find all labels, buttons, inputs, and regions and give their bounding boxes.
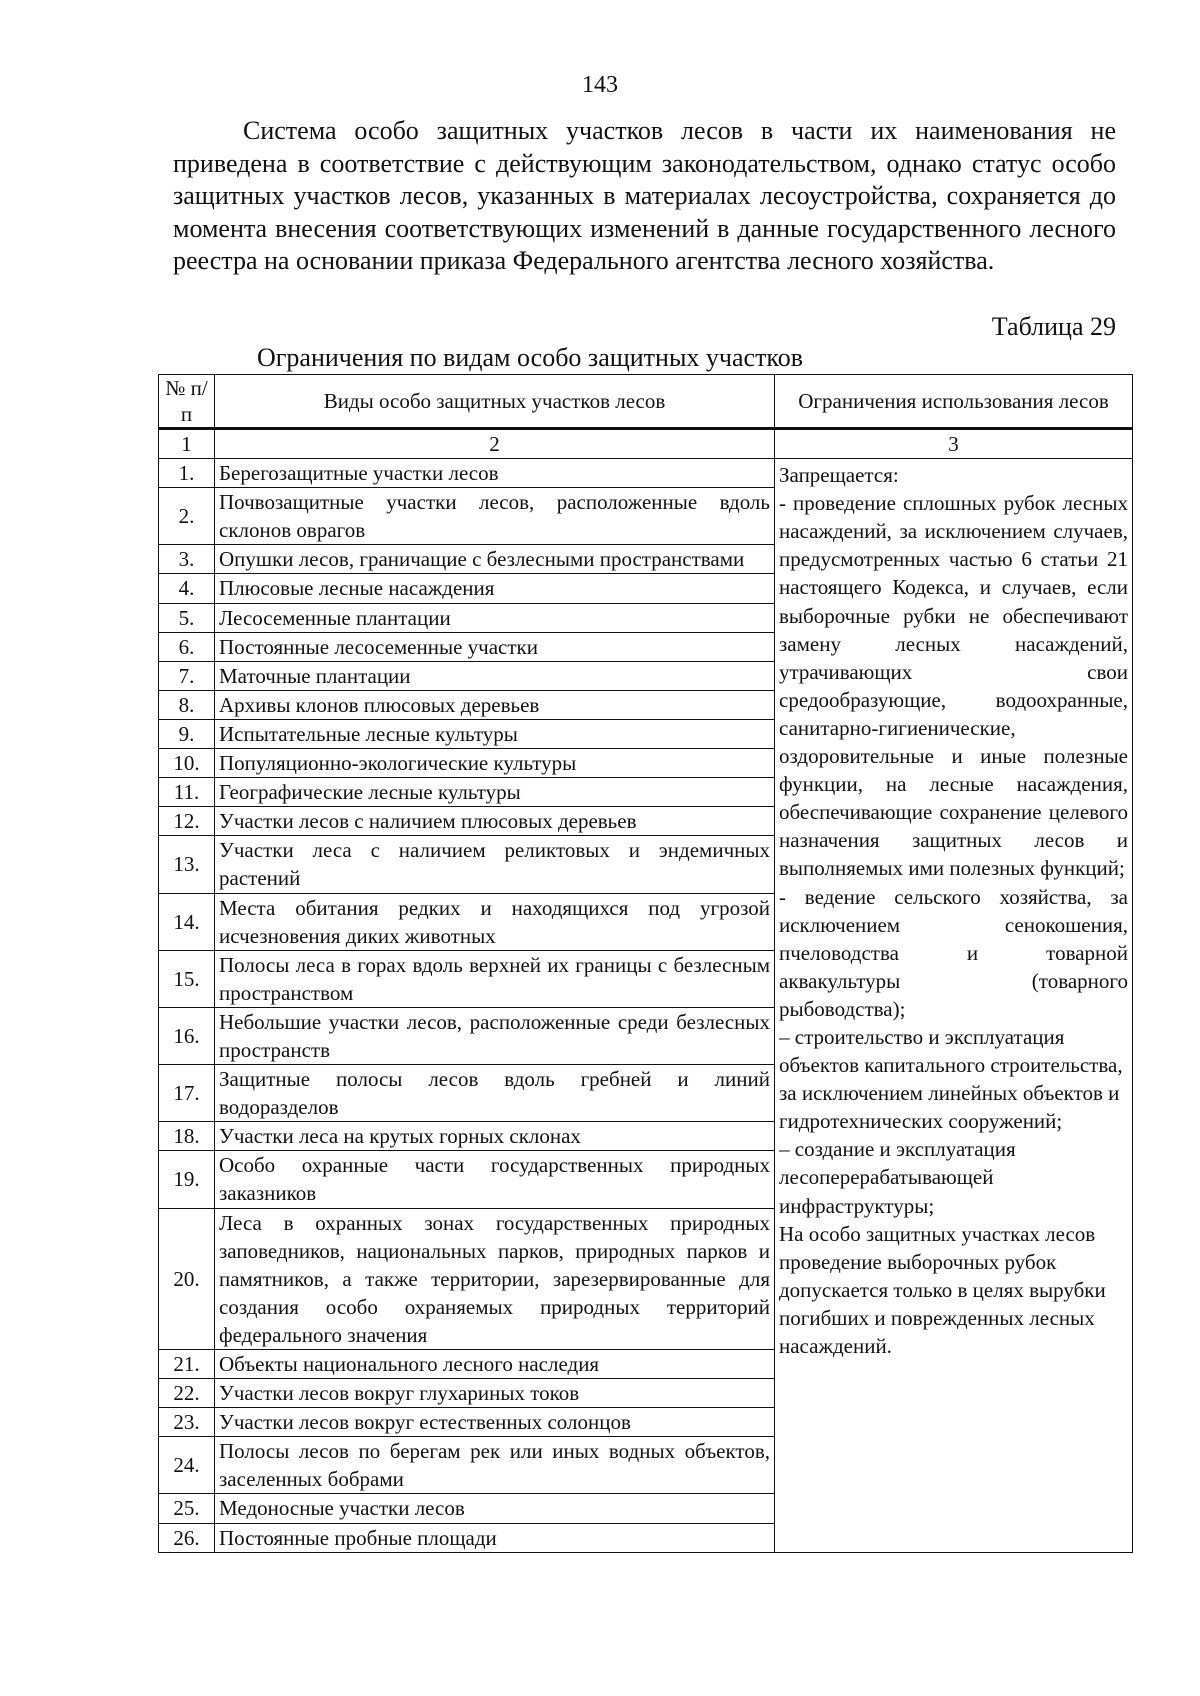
- row-number: 16.: [159, 1007, 215, 1064]
- row-number: 19.: [159, 1151, 215, 1208]
- row-type: Леса в охранных зонах государственных природных заповедников, национальных парков, природных парков и памятников, а также территории, зарезервированные для создания особо охраняемых природных территорий федерального значения: [215, 1208, 775, 1349]
- row-type: Географические лесные культуры: [215, 778, 775, 807]
- row-type: Испытательные лесные культуры: [215, 719, 775, 748]
- row-type: Почвозащитные участки лесов, расположенные вдоль склонов оврагов: [215, 488, 775, 545]
- row-type: Архивы клонов плюсовых деревьев: [215, 690, 775, 719]
- row-number: 14.: [159, 893, 215, 950]
- restriction-paragraph: – строительство и эксплуатация объектов капитального строительства, за исключением линейных объектов и гидротехнических сооружений;: [779, 1024, 1123, 1134]
- row-number: 15.: [159, 950, 215, 1007]
- restriction-paragraph: – создание и эксплуатация лесоперерабатывающей инфраструктуры;: [779, 1137, 1016, 1218]
- row-number: 17.: [159, 1065, 215, 1122]
- row-number: 7.: [159, 661, 215, 690]
- row-type: Полосы лесов по берегам рек или иных водных объектов, заселенных бобрами: [215, 1437, 775, 1494]
- row-number: 25.: [159, 1494, 215, 1523]
- row-type: Участки леса с наличием реликтовых и эндемичных растений: [215, 836, 775, 893]
- row-number: 13.: [159, 836, 215, 893]
- row-type: Объекты национального лесного наследия: [215, 1350, 775, 1379]
- row-number: 9.: [159, 719, 215, 748]
- row-number: 18.: [159, 1122, 215, 1151]
- row-number: 11.: [159, 778, 215, 807]
- restriction-paragraph: Запрещается:: [779, 463, 899, 488]
- table-number: Таблица 29: [991, 312, 1116, 341]
- row-number: 20.: [159, 1208, 215, 1349]
- header-type: Виды особо защитных участков лесов: [215, 375, 775, 429]
- restriction-paragraph: На особо защитных участках лесов проведение выборочных рубок допускается только в целях вырубки погибших и поврежденных лесных насаждений.: [779, 1221, 1106, 1358]
- row-type: Места обитания редких и находящихся под угрозой исчезновения диких животных: [215, 893, 775, 950]
- row-type: Участки лесов с наличием плюсовых деревьев: [215, 807, 775, 836]
- column-number: 2: [215, 429, 775, 459]
- row-type: Популяционно-экологические культуры: [215, 749, 775, 778]
- row-type: Плюсовые лесные насаждения: [215, 574, 775, 603]
- row-type: Берегозащитные участки лесов: [215, 459, 775, 488]
- header-num: № п/п: [159, 375, 215, 429]
- table-header-row: [159, 375, 1133, 429]
- row-number: 10.: [159, 749, 215, 778]
- column-number: 3: [775, 429, 1133, 459]
- row-number: 4.: [159, 574, 215, 603]
- restrictions-cell: [775, 459, 1133, 1553]
- row-number: 3.: [159, 545, 215, 574]
- page-number: 143: [582, 72, 618, 98]
- row-type: Особо охранные части государственных природных заказников: [215, 1151, 775, 1208]
- row-type: Постоянные пробные площади: [215, 1523, 775, 1552]
- row-type: Медоносные участки лесов: [215, 1494, 775, 1523]
- row-type: Маточные плантации: [215, 661, 775, 690]
- row-type: Лесосеменные плантации: [215, 603, 775, 632]
- intro-paragraph: Система особо защитных участков лесов в части их наименования не приведена в соответствие с действующим законодательством, однако статус особо защитных участков лесов, указанных в материалах лесоустройства, сохраняется до момента внесения соответствующих изменений в данные государственного лесного реестра на основании приказа Федерального агентства лесного хозяйства.: [173, 116, 1116, 275]
- restrictions-table: [158, 374, 1133, 1553]
- row-type: Полосы леса в горах вдоль верхней их границы с безлесным пространством: [215, 950, 775, 1007]
- row-type: Опушки лесов, граничащие с безлесными пространствами: [215, 545, 775, 574]
- row-number: 22.: [159, 1379, 215, 1408]
- row-type: Небольшие участки лесов, расположенные среди безлесных пространств: [215, 1007, 775, 1064]
- row-number: 1.: [159, 459, 215, 488]
- row-number: 5.: [159, 603, 215, 632]
- restriction-paragraph: - проведение сплошных рубок лесных насаждений, за исключением случаев, предусмотренных частью 6 статьи 21 настоящего Кодекса, и случаев, если выборочные рубки не обеспечивают замену лесных насаждений, утрачивающих свои средообразующие, водоохранные, санитарно-гигиенические, оздоровительные и иные полезные функции, на лесные насаждения, обеспечивающие сохранение целевого назначения защитных лесов и выполняемых ими полезных функций;: [779, 491, 1128, 881]
- row-number: 2.: [159, 488, 215, 545]
- row-type: Участки лесов вокруг естественных солонцов: [215, 1408, 775, 1437]
- row-number: 6.: [159, 632, 215, 661]
- row-number: 12.: [159, 807, 215, 836]
- header-restriction: Ограничения использования лесов: [775, 375, 1133, 429]
- row-type: Защитные полосы лесов вдоль гребней и линий водоразделов: [215, 1065, 775, 1122]
- table-title: Ограничения по видам особо защитных участков: [256, 343, 804, 372]
- column-number: 1: [159, 429, 215, 459]
- row-number: 23.: [159, 1408, 215, 1437]
- restriction-paragraph: - ведение сельского хозяйства, за исключением сенокошения, пчеловодства и товарной аквакультуры (товарного рыбоводства);: [779, 884, 1128, 1021]
- row-type: Участки лесов вокруг глухариных токов: [215, 1379, 775, 1408]
- table-row: [159, 459, 1133, 488]
- row-number: 21.: [159, 1350, 215, 1379]
- row-number: 26.: [159, 1523, 215, 1552]
- row-number: 8.: [159, 690, 215, 719]
- row-number: 24.: [159, 1437, 215, 1494]
- row-type: Постоянные лесосеменные участки: [215, 632, 775, 661]
- column-number-row: [159, 429, 1133, 459]
- row-type: Участки леса на крутых горных склонах: [215, 1122, 775, 1151]
